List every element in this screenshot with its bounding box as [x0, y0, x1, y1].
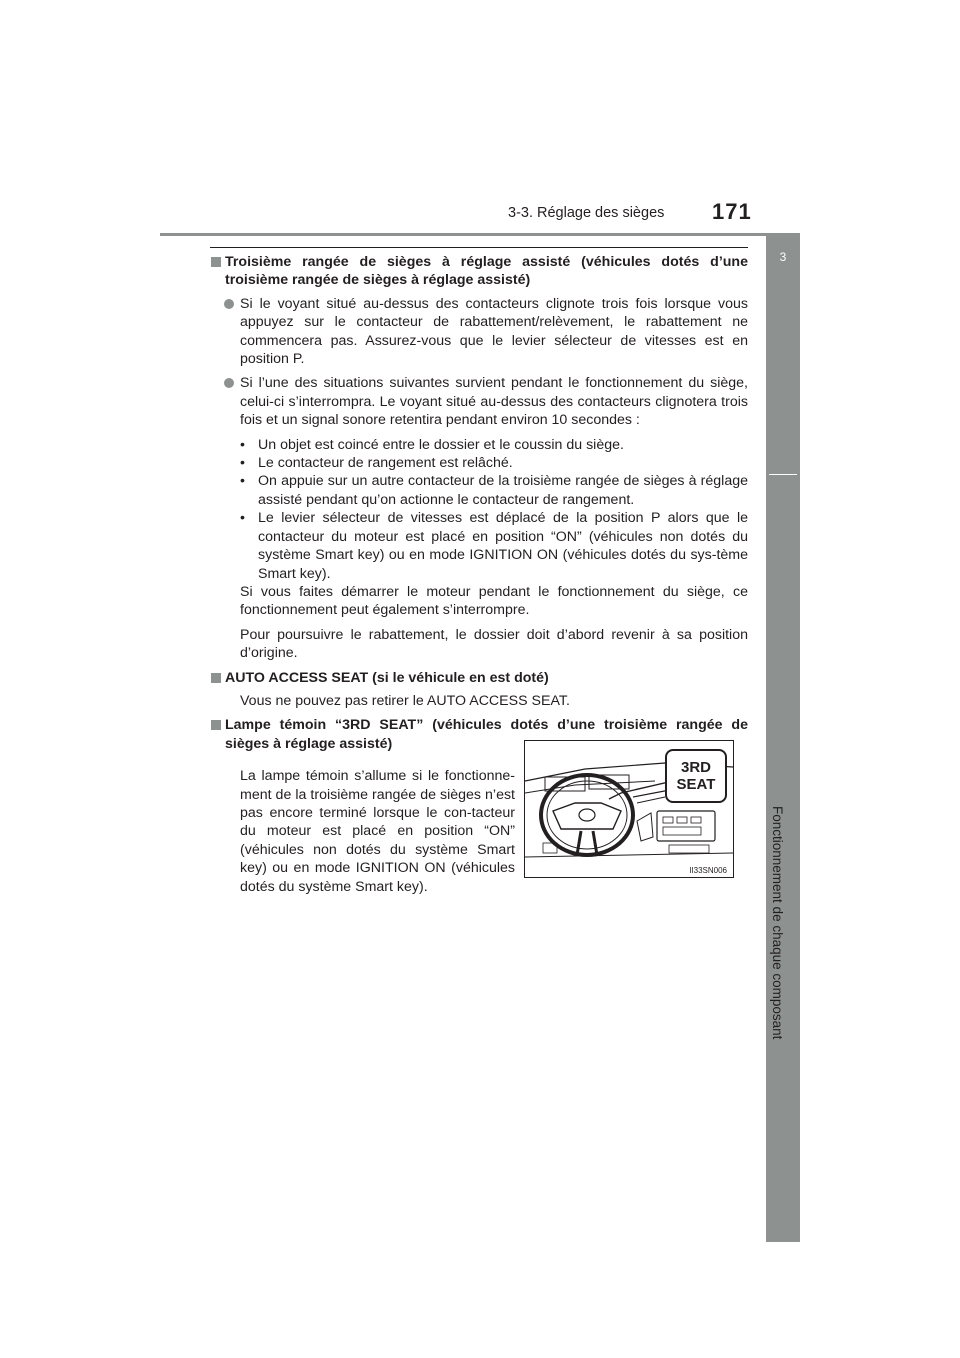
bullet-text: Si le voyant situé au-dessus des contacteurs clignote trois fois lorsque vous appuyez sur le contacteur de rabattement/relèvement, le rabattement ne commencera pas. Assurez-vous que le levier sélecteur de vitesses est en position P.: [240, 295, 748, 368]
list-marker: •: [240, 510, 245, 527]
square-bullet-icon: [211, 673, 221, 683]
condition-list: [210, 436, 748, 583]
bullet-paragraph: [210, 295, 748, 369]
body-paragraph: La lampe témoin s’allume si le fonctionne-ment de la troisième rangée de sièges n’est pas encore terminé lorsque le con-tacteur du moteur est placé en position “ON” (véhicules non dotés du système Smart key) ou en mode IGNITION ON (véhicules dotés du système Smart key).: [240, 768, 515, 895]
section-title: 3-3. Réglage des sièges: [508, 205, 665, 221]
round-bullet-icon: [224, 378, 234, 388]
list-marker: •: [240, 436, 245, 453]
heading-text: AUTO ACCESS SEAT (si le véhicule en est doté): [225, 669, 549, 686]
content-rule: [210, 247, 748, 248]
list-item-text: Le contacteur de rangement est relâché.: [258, 455, 513, 472]
note-paragraph: Pour poursuivre le rabattement, le dossier doit d’abord revenir à sa position d’origine.: [240, 626, 748, 662]
heading-text: Troisième rangée de sièges à réglage assisté (véhicules dotés d’une troisième rangée de sièges à réglage assisté): [225, 254, 748, 289]
callout-line: SEAT: [676, 776, 716, 793]
square-bullet-icon: [211, 257, 221, 267]
figure-code: II33SN006: [689, 866, 727, 875]
list-item-text: Un objet est coincé entre le dossier et le coussin du siège.: [258, 436, 624, 453]
callout-line: 3RD: [680, 759, 711, 776]
list-item: [240, 509, 748, 583]
chapter-number: 3: [779, 250, 787, 264]
list-marker: •: [240, 455, 245, 472]
bullet-text: Si l’une des situations suivantes survient pendant le fonctionnement du siège, celui-ci s’interrompra. Le voyant situé au-dessus des contacteurs clignotera trois fois et un signal sonore retentira pendant environ 10 secondes :: [240, 375, 748, 429]
list-item-text: On appuie sur un autre contacteur de la troisième rangée de sièges à réglage assisté pendant qu’on actionne le contacteur de rangement.: [258, 473, 748, 508]
square-bullet-icon: [211, 720, 221, 730]
list-item: [240, 436, 748, 454]
chapter-tab-divider: [769, 474, 797, 475]
section-heading: [210, 253, 748, 290]
bullet-paragraph: [210, 374, 748, 429]
chapter-label: Fonctionnement de chaque composant: [770, 806, 785, 1040]
3rd-seat-indicator-callout: [665, 749, 727, 803]
page-number: 171: [712, 199, 752, 224]
round-bullet-icon: [224, 299, 234, 309]
heading-text: Lampe témoin “3RD SEAT” (véhicules dotés d’une troisième rangée de sièges à réglage assisté): [225, 717, 748, 752]
section-heading: [210, 669, 748, 687]
note-paragraph: Si vous faites démarrer le moteur pendant le fonctionnement du siège, ce fonctionnement peut également s’interrompre.: [240, 583, 748, 619]
body-paragraph: Vous ne pouvez pas retirer le AUTO ACCESS SEAT.: [240, 692, 570, 709]
list-item: [240, 454, 748, 472]
header-rule: [160, 233, 800, 236]
list-marker: •: [240, 473, 245, 490]
list-item: [240, 472, 748, 509]
dashboard-illustration: [524, 740, 734, 878]
chapter-tab: [766, 234, 800, 1242]
list-item-text: Le levier sélecteur de vitesses est déplacé de la position P alors que le contacteur du moteur est placé en position “ON” (véhicules non dotés du système Smart key) ou en mode IGNITION ON (véhicules dotés du sys-tème Smart key).: [258, 510, 748, 582]
